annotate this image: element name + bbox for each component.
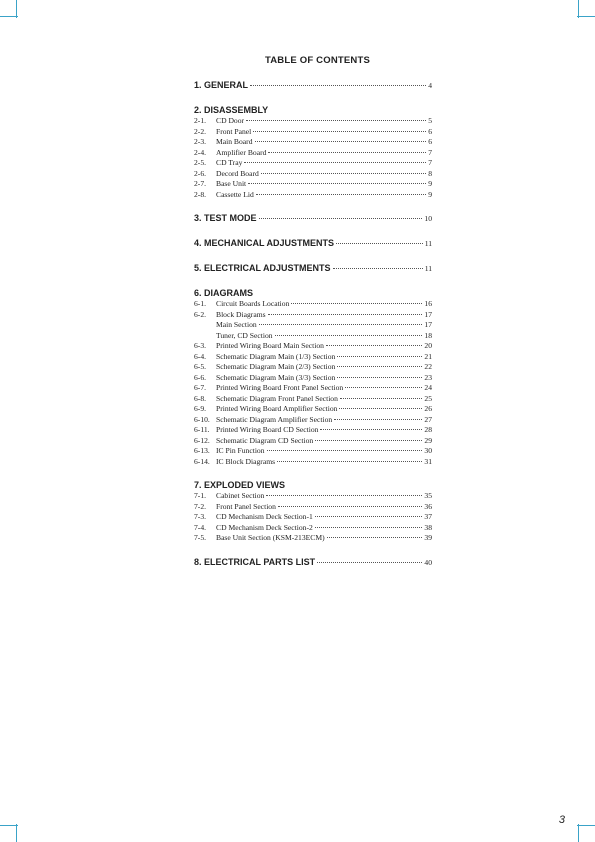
toc-entry-title: Printed Wiring Board CD Section <box>216 425 319 434</box>
toc-entry <box>194 404 432 415</box>
toc-entry <box>194 137 432 148</box>
toc-section-title: 1. GENERAL <box>194 80 249 90</box>
toc-entry-page: 6 <box>428 126 432 136</box>
toc-entry-number: 7-1. <box>194 491 207 500</box>
toc-section-heading <box>194 79 432 92</box>
toc-leader-dots <box>315 516 423 517</box>
toc-entry-page: 18 <box>424 330 432 340</box>
toc-leader-dots <box>315 527 423 528</box>
toc-entry-number: 6-14. <box>194 456 210 466</box>
toc-entry-page: 24 <box>424 383 432 392</box>
toc-entry-number: 2-3. <box>194 137 207 146</box>
toc-entry-number: 6-4. <box>194 351 207 361</box>
crop-mark-top-left-v <box>16 0 17 18</box>
toc-leader-dots <box>320 429 422 430</box>
toc-entry-number: 6-5. <box>194 362 207 371</box>
toc-entry-title: Block Diagrams <box>216 309 266 319</box>
toc-leader-dots <box>345 387 422 388</box>
toc-entry <box>194 158 432 169</box>
toc-entry-page: 39 <box>424 533 432 542</box>
toc-entry-page: 37 <box>424 512 432 521</box>
toc-leader-dots <box>333 268 423 269</box>
toc-entry-number: 6-7. <box>194 383 207 392</box>
toc-entry-page: 17 <box>424 320 432 329</box>
toc-entry-number: 2-7. <box>194 179 207 188</box>
toc-leader-dots <box>266 495 422 496</box>
toc-entry-title: Schematic Diagram Main (2/3) Section <box>216 362 336 371</box>
toc-entry-page: 30 <box>424 446 432 455</box>
toc-leader-dots <box>315 440 422 441</box>
toc-entry <box>194 127 432 138</box>
toc-leader-dots <box>336 243 423 244</box>
toc-entry <box>194 523 432 534</box>
toc-entry-page: 38 <box>424 522 432 532</box>
toc-entry <box>194 352 432 363</box>
toc-section-heading <box>194 262 432 275</box>
crop-mark-top-right-h <box>577 16 595 17</box>
toc-entry-number: 2-1. <box>194 116 207 125</box>
toc-entry-number: 2-6. <box>194 168 207 178</box>
toc-section-title: 5. ELECTRICAL ADJUSTMENTS <box>194 263 331 273</box>
toc-entry <box>194 179 432 190</box>
crop-mark-top-right-v <box>578 0 579 18</box>
toc-entry <box>194 373 432 384</box>
toc-entry-page: 27 <box>424 414 432 424</box>
toc-entry-title: Schematic Diagram CD Section <box>216 435 314 445</box>
toc-leader-dots <box>277 461 422 462</box>
toc-entry-page: 28 <box>424 425 432 434</box>
toc-entry-title: Schematic Diagram Main (1/3) Section <box>216 351 336 361</box>
toc-entry-title: Cassette Lid <box>216 189 254 199</box>
toc-entry <box>194 425 432 436</box>
toc-entry-title: Base Unit Section (KSM-213ECM) <box>216 533 325 542</box>
toc-section-page: 10 <box>424 214 432 223</box>
toc-entry-title: Printed Wiring Board Front Panel Section <box>216 383 344 392</box>
toc-entry-page: 5 <box>428 116 432 125</box>
crop-mark-bottom-right-v <box>578 824 579 842</box>
toc-entry-number: 2-8. <box>194 189 207 199</box>
toc-leader-dots <box>337 366 422 367</box>
toc-entry-title: CD Door <box>216 116 245 125</box>
toc-leader-dots <box>337 377 422 378</box>
toc-section-title: 8. ELECTRICAL PARTS LIST <box>194 556 316 567</box>
toc-entry <box>194 415 432 426</box>
toc-section-title: 6. DIAGRAMS <box>194 288 254 298</box>
toc-entry-page: 21 <box>424 351 432 361</box>
toc-section-heading <box>194 212 432 225</box>
crop-mark-bottom-left-v <box>16 824 17 842</box>
toc-entry-page: 7 <box>428 147 432 157</box>
toc-entry <box>194 446 432 457</box>
toc-entry-number: 2-2. <box>194 126 207 136</box>
toc-section-heading <box>194 479 432 491</box>
toc-entry <box>194 190 432 201</box>
toc-entry-number: 7-5. <box>194 533 207 542</box>
toc-entry-number: 6-3. <box>194 341 207 350</box>
toc-entry <box>194 331 432 342</box>
toc-entry-title: IC Pin Function <box>216 446 265 455</box>
toc-entry-page: 7 <box>428 158 432 167</box>
toc-section-page: 11 <box>424 264 432 273</box>
toc-entry <box>194 320 432 331</box>
toc-entry-number: 6-6. <box>194 372 207 382</box>
toc-entry-title: Circuit Boards Location <box>216 299 290 308</box>
toc-entry <box>194 533 432 544</box>
toc-entry <box>194 436 432 447</box>
toc-leader-dots <box>291 303 422 304</box>
toc-entry <box>194 491 432 502</box>
toc-leader-dots <box>261 173 426 174</box>
toc-section-heading <box>194 104 432 116</box>
toc-entry-page: 8 <box>428 168 432 178</box>
toc-entry-page: 23 <box>424 372 432 382</box>
toc-entry-page: 25 <box>424 393 432 403</box>
toc-entry <box>194 341 432 352</box>
toc-entry-title: Amplifier Board <box>216 147 267 157</box>
page-number: 3 <box>558 814 565 826</box>
toc-entry-number: 6-1. <box>194 299 207 308</box>
toc-entry-page: 6 <box>428 137 432 146</box>
toc-section-title: 3. TEST MODE <box>194 213 257 223</box>
toc-section-title: 7. EXPLODED VIEWS <box>194 480 286 490</box>
table-of-contents <box>194 79 432 569</box>
toc-entry-title: IC Block Diagrams <box>216 456 276 466</box>
toc-leader-dots <box>340 398 423 399</box>
toc-entry <box>194 502 432 513</box>
toc-section-heading <box>194 556 432 569</box>
toc-entry-number: 7-2. <box>194 501 207 511</box>
toc-entry-number: 2-5. <box>194 158 207 167</box>
toc-entry-number: 6-12. <box>194 435 210 445</box>
toc-entry-title: Schematic Diagram Amplifier Section <box>216 414 333 424</box>
toc-entry-title: Front Panel Section <box>216 501 276 511</box>
toc-leader-dots <box>334 419 422 420</box>
toc-entry-title: Main Section <box>216 320 257 329</box>
toc-entry-page: 35 <box>424 491 432 500</box>
toc-leader-dots <box>327 537 423 538</box>
toc-entry <box>194 362 432 373</box>
toc-leader-dots <box>253 131 426 132</box>
toc-entry-title: Schematic Diagram Main (3/3) Section <box>216 372 336 382</box>
toc-leader-dots <box>275 335 423 336</box>
toc-leader-dots <box>259 324 423 325</box>
toc-section-heading <box>194 237 432 250</box>
toc-entry <box>194 299 432 310</box>
page-title: TABLE OF CONTENTS <box>264 55 371 66</box>
toc-section-page: 11 <box>424 239 432 248</box>
toc-entry-number: 6-8. <box>194 393 207 403</box>
toc-leader-dots <box>250 85 426 86</box>
toc-entry-title: Printed Wiring Board Amplifier Section <box>216 404 338 413</box>
toc-entry <box>194 148 432 159</box>
toc-entry-page: 26 <box>424 404 432 413</box>
toc-entry-number: 7-3. <box>194 512 207 521</box>
toc-entry-title: Printed Wiring Board Main Section <box>216 341 324 350</box>
toc-entry-page: 17 <box>424 309 432 319</box>
toc-entry-title: Main Board <box>216 137 253 146</box>
toc-entry <box>194 512 432 523</box>
toc-section-heading <box>194 287 432 299</box>
crop-mark-bottom-right-h <box>577 825 595 826</box>
toc-entry-number: 6-9. <box>194 404 207 413</box>
toc-entry <box>194 383 432 394</box>
toc-entry-page: 16 <box>424 299 432 308</box>
toc-entry-number: 6-10. <box>194 414 210 424</box>
toc-entry-title: Cabinet Section <box>216 491 265 500</box>
toc-leader-dots <box>248 183 426 184</box>
toc-entry-number: 6-13. <box>194 446 210 455</box>
toc-section-page: 40 <box>424 557 432 567</box>
toc-entry-number: 2-4. <box>194 147 207 157</box>
toc-leader-dots <box>244 162 426 163</box>
toc-leader-dots <box>278 506 423 507</box>
toc-entry <box>194 394 432 405</box>
toc-entry-page: 29 <box>424 435 432 445</box>
toc-leader-dots <box>259 218 423 219</box>
toc-entry <box>194 169 432 180</box>
toc-leader-dots <box>268 314 423 315</box>
toc-entry <box>194 457 432 468</box>
toc-entry <box>194 310 432 321</box>
toc-leader-dots <box>256 194 426 195</box>
toc-leader-dots <box>267 450 423 451</box>
toc-entry-number: 6-2. <box>194 309 207 319</box>
toc-entry-page: 20 <box>424 341 432 350</box>
toc-entry-page: 22 <box>424 362 432 371</box>
toc-leader-dots <box>317 562 422 563</box>
toc-entry-title: Base Unit <box>216 179 247 188</box>
toc-entry-title: Front Panel <box>216 126 252 136</box>
toc-entry-page: 36 <box>424 501 432 511</box>
toc-leader-dots <box>337 356 422 357</box>
toc-entry-title: CD Tray <box>216 158 243 167</box>
toc-leader-dots <box>339 408 422 409</box>
toc-entry <box>194 116 432 127</box>
toc-section-title: 2. DISASSEMBLY <box>194 105 269 115</box>
toc-entry-page: 9 <box>428 179 432 188</box>
toc-leader-dots <box>268 152 426 153</box>
toc-entry-title: Decord Board <box>216 168 259 178</box>
toc-section-title: 4. MECHANICAL ADJUSTMENTS <box>194 238 335 248</box>
toc-entry-title: CD Mechanism Deck Section-1 <box>216 512 313 521</box>
toc-leader-dots <box>326 345 422 346</box>
toc-entry-title: CD Mechanism Deck Section-2 <box>216 522 313 532</box>
toc-entry-number: 7-4. <box>194 522 207 532</box>
toc-leader-dots <box>255 141 427 142</box>
toc-section-page: 4 <box>428 81 432 90</box>
toc-leader-dots <box>246 120 426 121</box>
toc-entry-number: 6-11. <box>194 425 210 434</box>
toc-entry-page: 31 <box>424 456 432 466</box>
toc-entry-title: Tuner, CD Section <box>216 330 273 340</box>
toc-entry-title: Schematic Diagram Front Panel Section <box>216 393 338 403</box>
toc-entry-page: 9 <box>428 189 432 199</box>
